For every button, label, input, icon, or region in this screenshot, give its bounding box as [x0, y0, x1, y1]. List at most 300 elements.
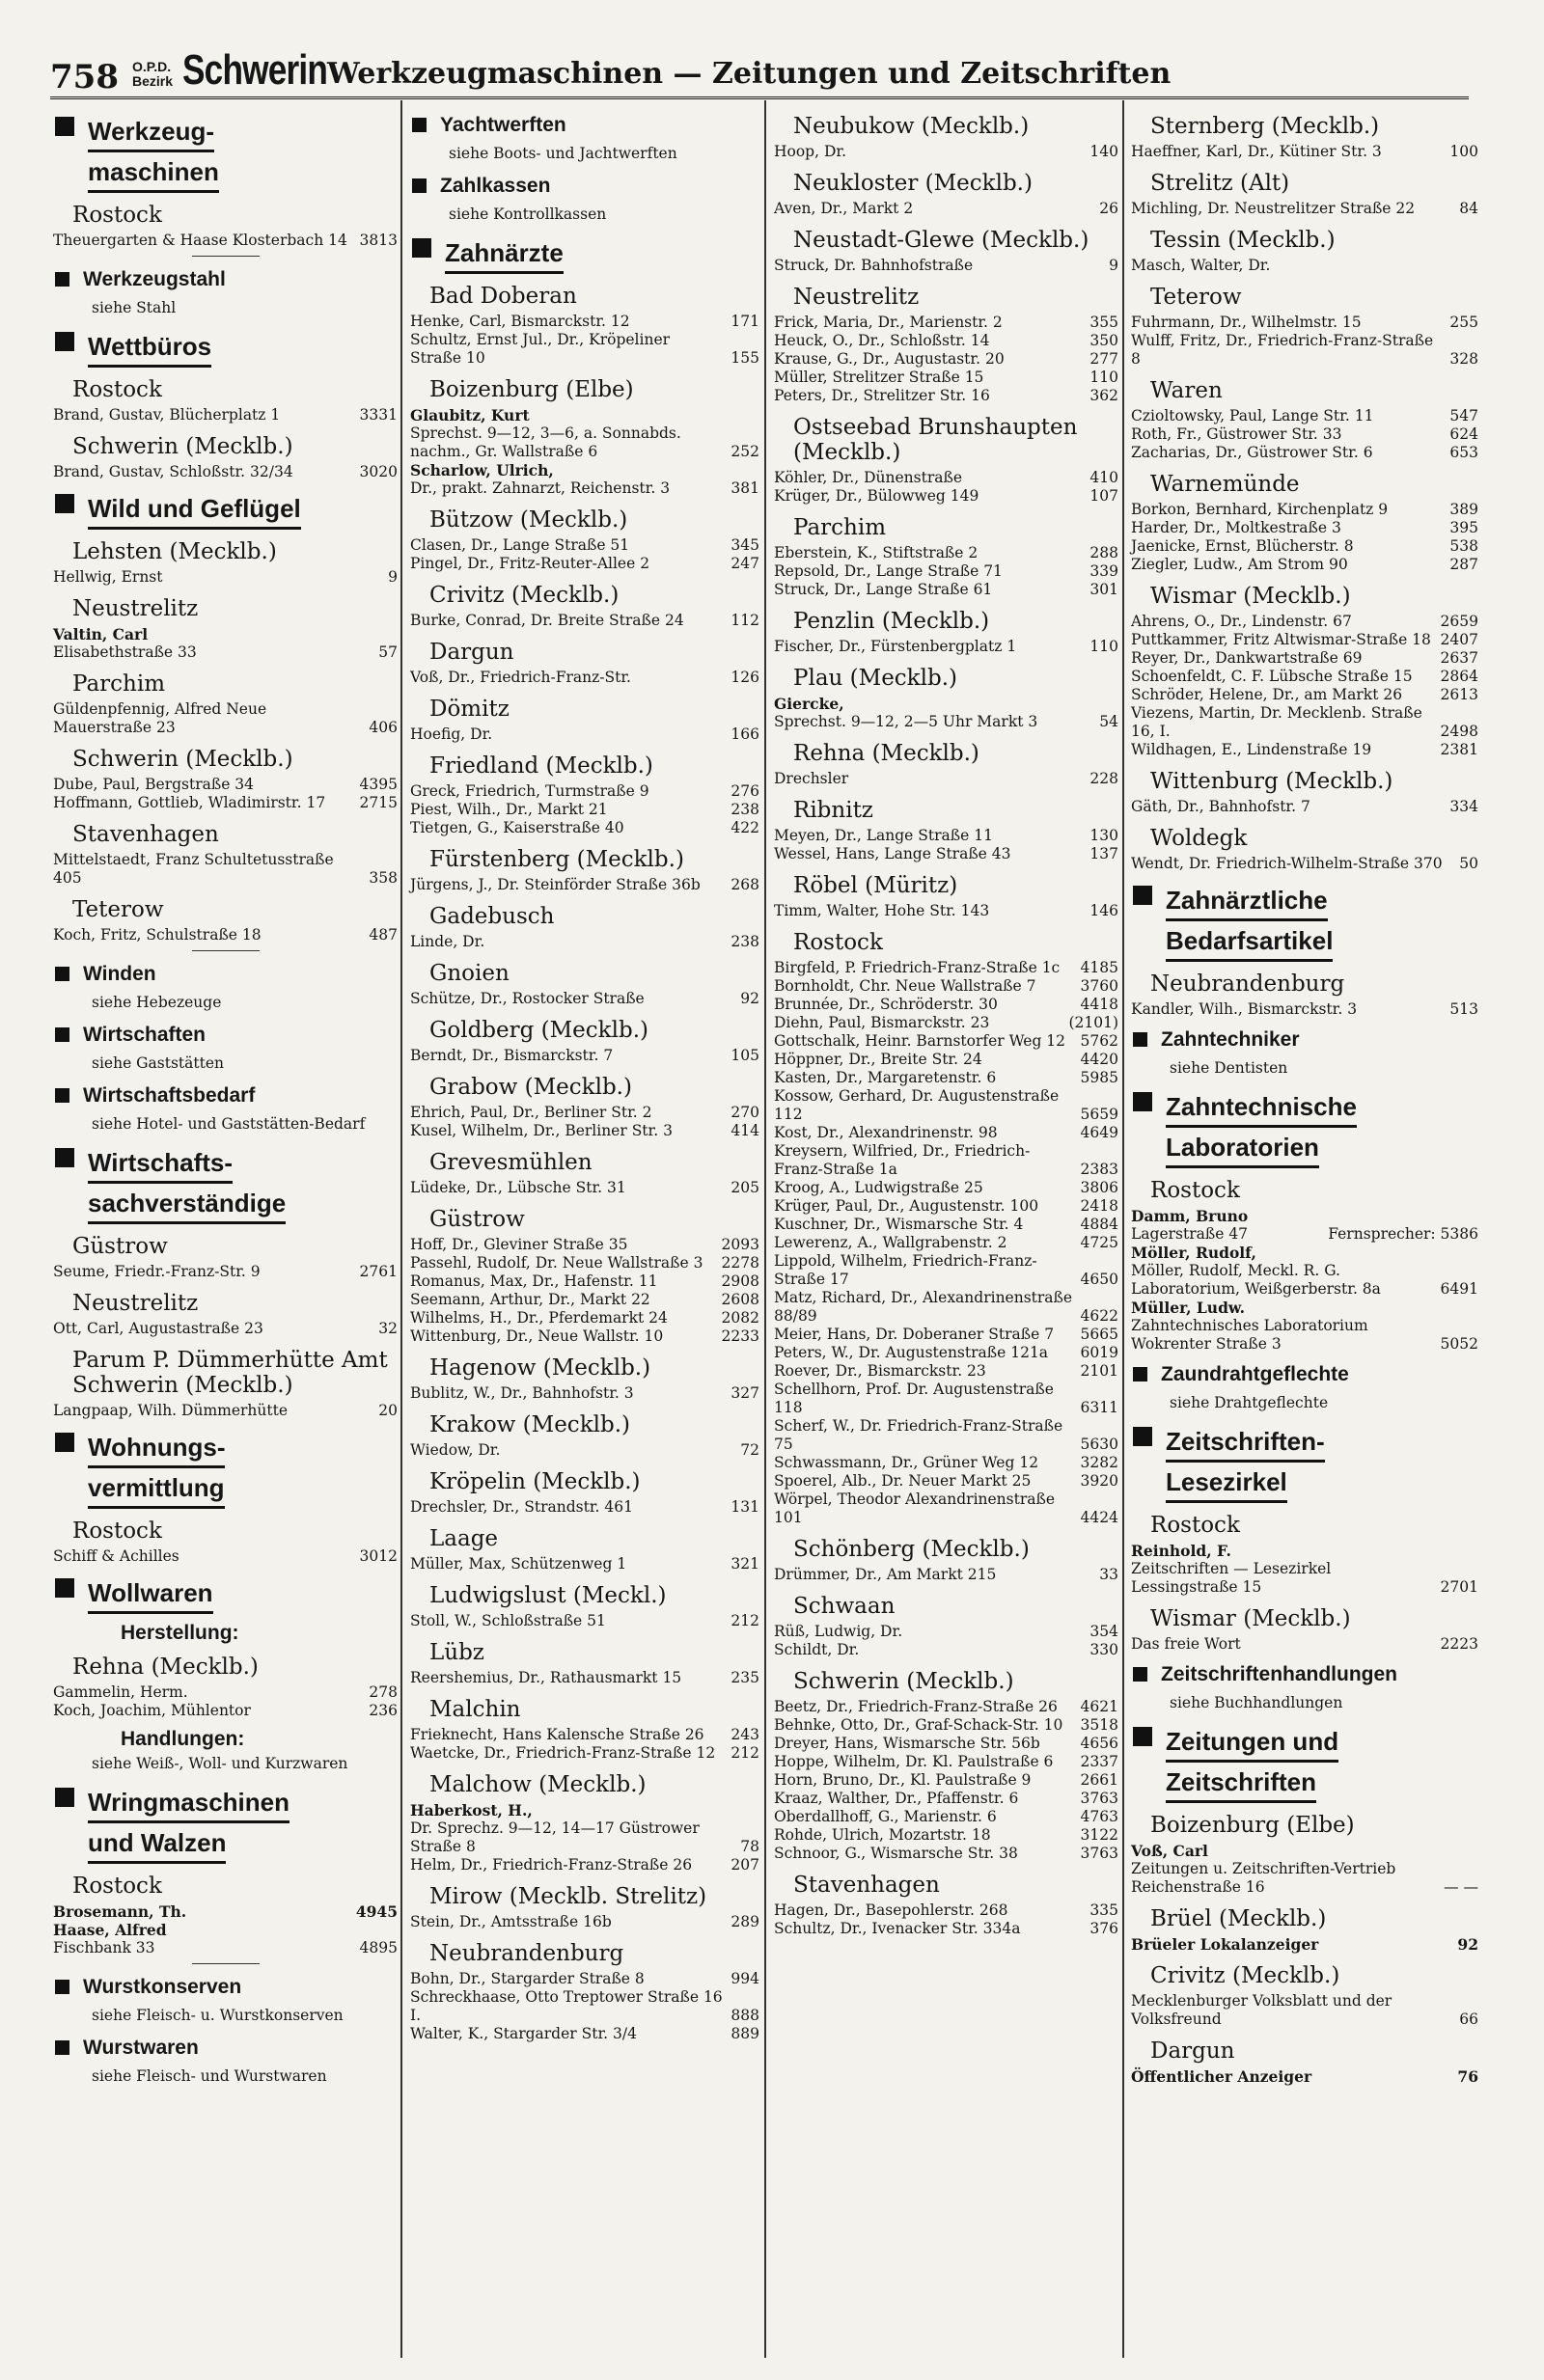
list-item: [774, 469, 1118, 487]
entry-text: Wildhagen, E., Lindenstraße 19: [1131, 741, 1372, 758]
entry-text: Zeitungen und: [1166, 1723, 1338, 1763]
city-heading: Parchim: [72, 671, 166, 697]
city-heading: Boizenburg (Elbe): [429, 377, 634, 402]
phone-number: 3763: [1080, 1845, 1118, 1862]
cross-reference: siehe Gaststätten: [92, 1054, 225, 1072]
list-item: [774, 1362, 1118, 1381]
city-heading: Röbel (Müritz): [793, 873, 958, 898]
list-item: [53, 1263, 398, 1281]
entry-text: Werkzeug-: [88, 113, 214, 152]
entry-text: Wirtschaftsbedarf: [83, 1084, 256, 1107]
entry-text: Wirtschafts-: [88, 1144, 233, 1184]
entry-text: Scherf, W., Dr. Friedrich-Franz-Straße 75: [774, 1417, 1063, 1453]
list-item: [774, 1252, 1118, 1289]
entry-text: Spoerel, Alb., Dr. Neuer Markt 25: [774, 1472, 1032, 1490]
entry-text: Winden: [83, 963, 156, 985]
list-item: [410, 1104, 759, 1122]
list-item: [774, 143, 1118, 161]
list-item: [1131, 1935, 1478, 1954]
entry-name: Giercke,: [774, 695, 844, 713]
phone-number: 328: [1449, 350, 1478, 368]
list-item: [774, 1142, 1118, 1179]
entry-text: Schnoor, G., Wismarsche Str. 38: [774, 1845, 1018, 1862]
entry-text: Sprechst. 9—12, 3—6, a. Sonnabds. nachm., Gr. Wallstraße 6: [410, 424, 681, 460]
bullet-square-icon: [55, 494, 74, 513]
list-item: [53, 406, 398, 424]
city-heading: Crivitz (Mecklb.): [1150, 1963, 1340, 1988]
cross-reference: siehe Stahl: [92, 299, 177, 316]
entry-text: Peters, W., Dr. Augustenstraße 121a: [774, 1344, 1049, 1361]
city-heading: Rostock: [72, 203, 162, 228]
category-heading: [53, 1783, 398, 1864]
phone-number: 287: [1449, 556, 1478, 573]
phone-number: 321: [731, 1555, 759, 1573]
list-item: [774, 1087, 1118, 1124]
city-heading: Mirow (Mecklb. Strelitz): [429, 1884, 707, 1909]
category-heading: [1131, 1087, 1478, 1168]
phone-number: 624: [1449, 425, 1478, 443]
list-item: [774, 827, 1118, 845]
list-item: [410, 1913, 759, 1931]
entry-text: Waetcke, Dr., Friedrich-Franz-Straße 12: [410, 1744, 716, 1762]
phone-number: 57: [378, 643, 398, 661]
entry-text: Wollwaren: [88, 1574, 213, 1614]
city-heading: Fürstenberg (Mecklb.): [429, 847, 684, 872]
phone-number: 5665: [1080, 1326, 1118, 1343]
phone-number: 3012: [359, 1547, 398, 1565]
list-item: [774, 770, 1118, 788]
entry-text: Schildt, Dr.: [774, 1641, 860, 1658]
bullet-square-icon: [1133, 886, 1152, 905]
list-item: [774, 1124, 1118, 1142]
list-item: [1131, 444, 1478, 462]
divider: [192, 1963, 260, 1964]
phone-number: 2407: [1440, 631, 1478, 648]
entry-name: Glaubitz, Kurt: [410, 406, 530, 424]
entry-text: Wessel, Hans, Lange Straße 43: [774, 845, 1011, 862]
phone-number: 355: [1089, 314, 1118, 331]
list-item: [410, 801, 759, 819]
entry-name: Damm, Bruno: [1131, 1207, 1249, 1225]
bullet-square-icon: [55, 1088, 69, 1103]
phone-number: 33: [1099, 1566, 1118, 1583]
entry-text: Haeffner, Karl, Dr., Kütiner Str. 3: [1131, 143, 1382, 160]
entry-text: Drümmer, Dr., Am Markt 215: [774, 1566, 997, 1583]
phone-number: (2101): [1068, 1014, 1118, 1031]
list-item: [774, 1826, 1118, 1845]
entry-text: Güldenpfennig, Alfred Neue Mauerstraße 23: [53, 700, 267, 736]
entry-text: Wild und Geflügel: [88, 490, 301, 530]
entry-text: Linde, Dr.: [410, 933, 485, 950]
entry-text: Gammelin, Herm.: [53, 1683, 188, 1701]
phone-number: 2608: [721, 1291, 759, 1308]
phone-number: 2337: [1080, 1753, 1118, 1770]
city-heading: Crivitz (Mecklb.): [429, 583, 620, 608]
list-item: [1131, 501, 1478, 519]
list-item: [410, 1856, 759, 1874]
cross-reference: siehe Hotel- und Gaststätten-Bedarf: [92, 1115, 366, 1133]
entry-text: Schröder, Helene, Dr., am Markt 26: [1131, 686, 1403, 703]
phone-number: 994: [731, 1970, 759, 1987]
phone-number: 276: [731, 782, 759, 800]
city-heading: Boizenburg (Elbe): [1150, 1813, 1355, 1838]
phone-number: 5630: [1080, 1436, 1118, 1453]
phone-number: 112: [731, 612, 759, 629]
entry-text: Müller, Strelitzer Straße 15: [774, 369, 984, 386]
list-item: [53, 1320, 398, 1338]
city-heading: Wittenburg (Mecklb.): [1150, 769, 1393, 794]
list-item: [1131, 1317, 1478, 1354]
phone-number: 289: [731, 1913, 759, 1930]
city-heading: Rehna (Mecklb.): [72, 1655, 259, 1680]
list-item: [774, 1901, 1118, 1920]
entry-text: Das freie Wort: [1131, 1635, 1241, 1653]
entry-text: Wörpel, Theodor Alexandrinenstraße 101: [774, 1491, 1056, 1526]
entry-text: Gottschalk, Heinr. Barnstorfer Weg 12: [774, 1032, 1066, 1050]
list-item: [774, 1326, 1118, 1344]
cross-reference: siehe Kontrollkassen: [449, 205, 607, 223]
opd-label: [132, 60, 173, 96]
list-item: [774, 996, 1118, 1014]
entry-text: Wirtschaften: [83, 1024, 206, 1046]
entry-text: Czioltowsky, Paul, Lange Str. 11: [1131, 407, 1374, 424]
phone-number: 354: [1089, 1623, 1118, 1640]
category-heading: [410, 233, 759, 274]
list-item: [774, 387, 1118, 405]
phone-number: 538: [1449, 537, 1478, 555]
entry-text: Schoenfeldt, C. F. Lübsche Straße 15: [1131, 668, 1413, 685]
city-heading: Tessin (Mecklb.): [1150, 228, 1336, 253]
list-item: [1131, 200, 1478, 218]
list-item: [410, 1498, 759, 1517]
phone-number: 238: [731, 801, 759, 818]
entry-text: Matz, Richard, Dr., Alexandrinenstraße 88/89: [774, 1289, 1073, 1325]
list-item: [410, 331, 759, 368]
list-item: [53, 1902, 398, 1921]
entry-text: Repsold, Dr., Lange Straße 71: [774, 562, 1003, 580]
entry-text: Lippold, Wilhelm, Friedrich-Franz-Straße 17: [774, 1252, 1037, 1288]
entry-text: Borkon, Bernhard, Kirchenplatz 9: [1131, 501, 1389, 518]
entry-text: und Walzen: [88, 1824, 226, 1864]
list-item: [774, 1566, 1118, 1584]
entry-text: Sprechst. 9—12, 2—5 Uhr Markt 3: [774, 713, 1038, 730]
entry-text: Kost, Dr., Alexandrinenstr. 98: [774, 1124, 998, 1141]
category-heading: [53, 2035, 398, 2062]
city-heading: Bad Doberan: [429, 284, 577, 309]
phone-number: 2613: [1440, 686, 1478, 703]
list-item: [53, 232, 398, 250]
city-heading: Wismar (Mecklb.): [1150, 1606, 1351, 1631]
phone-number: 100: [1449, 143, 1478, 160]
entry-text: Reershemius, Dr., Rathausmarkt 15: [410, 1669, 682, 1686]
phone-number: 335: [1089, 1901, 1118, 1919]
entry-text: Behnke, Otto, Dr., Graf-Schack-Str. 10: [774, 1716, 1063, 1734]
phone-number: 3806: [1080, 1179, 1118, 1196]
list-item: [1131, 1992, 1478, 2029]
list-item: [774, 332, 1118, 350]
city-heading: Malchin: [429, 1697, 521, 1722]
list-item: [410, 1179, 759, 1197]
category-heading: [410, 112, 759, 139]
list-item: [1131, 332, 1478, 369]
entry-text: Tietgen, G., Kaiserstraße 40: [410, 819, 624, 836]
phone-number: 362: [1089, 387, 1118, 404]
entry-text: Drechsler: [774, 770, 849, 787]
bullet-square-icon: [1133, 1667, 1147, 1682]
list-item: [410, 2025, 759, 2043]
entry-name: Scharlow, Ulrich,: [410, 461, 554, 479]
city-heading: Bützow (Mecklb.): [429, 507, 628, 533]
phone-number: 92: [740, 990, 759, 1007]
phone-number: 66: [1459, 2011, 1478, 2028]
phone-number: 2101: [1080, 1362, 1118, 1380]
entry-text: Struck, Dr. Bahnhofstraße: [774, 257, 974, 274]
city-heading: Rostock: [793, 930, 883, 955]
phone-number: 376: [1089, 1920, 1118, 1937]
phone-number: 212: [731, 1612, 759, 1629]
phone-number: 4656: [1080, 1735, 1118, 1752]
city-heading: Strelitz (Alt): [1150, 171, 1290, 196]
entry-text: Reyer, Dr., Dankwartstraße 69: [1131, 649, 1363, 667]
entry-text: Fuhrmann, Dr., Wilhelmstr. 15: [1131, 314, 1362, 331]
entry-text: Hoefig, Dr.: [410, 725, 493, 743]
entry-text: Meyen, Dr., Lange Straße 11: [774, 827, 993, 844]
list-item: [410, 725, 759, 744]
entry-text: Kandler, Wilh., Bismarckstr. 3: [1131, 1000, 1358, 1018]
entry-text: Dr. Sprechz. 9—12, 14—17 Güstrower Straße 8: [410, 1819, 700, 1855]
category-heading: [1131, 1361, 1478, 1388]
entry-text: Roever, Dr., Bismarckstr. 23: [774, 1362, 986, 1380]
phone-number: 414: [731, 1122, 759, 1139]
entry-name: Reinhold, F.: [1131, 1542, 1231, 1560]
sub-heading: Herstellung:: [121, 1622, 239, 1644]
phone-number: 252: [731, 443, 759, 460]
list-item: [1131, 798, 1478, 816]
opd-line2: Bezirk: [131, 73, 174, 89]
entry-text: Schwassmann, Dr., Grüner Weg 12: [774, 1454, 1039, 1471]
entry-text: Zahnärzte: [445, 234, 564, 274]
list-item: [774, 1716, 1118, 1735]
list-item: [410, 1726, 759, 1744]
bullet-square-icon: [55, 1788, 74, 1807]
list-item: [410, 1669, 759, 1687]
city-heading: Brüel (Mecklb.): [1150, 1906, 1327, 1931]
sub-heading: Handlungen:: [121, 1728, 245, 1750]
phone-number: 207: [731, 1856, 759, 1874]
entry-text: Wilhelms, H., Dr., Pferdemarkt 24: [410, 1309, 668, 1327]
entry-text: Zaundrahtgeflechte: [1161, 1363, 1349, 1385]
phone-number: 72: [740, 1441, 759, 1459]
phone-number: 110: [1089, 369, 1118, 386]
list-item: [774, 314, 1118, 332]
list-item: [53, 926, 398, 944]
bullet-square-icon: [55, 967, 69, 981]
entry-text: Schiff & Achilles: [53, 1547, 179, 1565]
bullet-square-icon: [412, 118, 427, 132]
city-heading: Stavenhagen: [72, 822, 219, 847]
phone-number: 212: [731, 1744, 759, 1762]
phone-number: 547: [1449, 407, 1478, 424]
list-item: [1131, 1000, 1478, 1019]
phone-number: 358: [369, 869, 398, 887]
list-item: [1131, 407, 1478, 425]
phone-number: 235: [731, 1669, 759, 1686]
list-item: [410, 782, 759, 801]
phone-number: 301: [1089, 581, 1118, 598]
category-heading: [1131, 881, 1478, 962]
city-heading: Ostseebad Brunshaupten (Mecklb.): [793, 415, 1078, 465]
phone-number: 513: [1449, 1000, 1478, 1018]
list-item: [774, 1845, 1118, 1863]
city-heading: Schwerin (Mecklb.): [72, 434, 293, 459]
city-heading: Woldegk: [1150, 826, 1248, 851]
list-item: [410, 612, 759, 630]
city-heading: Teterow: [1150, 285, 1242, 310]
list-item: [1131, 1635, 1478, 1654]
phone-number: 6019: [1080, 1344, 1118, 1361]
phone-number: 3813: [359, 232, 398, 249]
phone-number: 137: [1089, 845, 1118, 862]
phone-number: 389: [1449, 501, 1478, 518]
phone-number: 327: [731, 1384, 759, 1402]
phone-number: 3760: [1080, 977, 1118, 995]
category-heading: [53, 112, 398, 193]
entry-text: Zeitschriften-: [1166, 1423, 1325, 1463]
entry-text: Yachtwerften: [440, 114, 566, 136]
city-heading: Grevesmühlen: [429, 1150, 593, 1175]
list-item: [774, 1454, 1118, 1472]
entry-text: Kusel, Wilhelm, Dr., Berliner Str. 3: [410, 1122, 673, 1139]
list-item: [774, 581, 1118, 599]
phone-number: 3331: [359, 406, 398, 424]
phone-number: 4622: [1080, 1307, 1118, 1325]
list-item: [1131, 741, 1478, 759]
city-heading: Neustadt-Glewe (Mecklb.): [793, 228, 1089, 253]
phone-number: 110: [1089, 638, 1118, 655]
entry-text: Passehl, Rudolf, Dr. Neue Wallstraße 3: [410, 1254, 703, 1272]
entry-text: Koch, Joachim, Mühlentor: [53, 1702, 251, 1719]
entry-text: Hoffmann, Gottlieb, Wladimirstr. 17: [53, 794, 326, 811]
entry-text: Burke, Conrad, Dr. Breite Straße 24: [410, 612, 684, 629]
header-title: Werkzeugmaschinen — Zeitungen und Zeitschriften: [327, 57, 1172, 91]
category-heading: [53, 489, 398, 530]
list-item: [410, 1384, 759, 1403]
list-item: [774, 1234, 1118, 1252]
entry-text: Eberstein, K., Stiftstraße 2: [774, 544, 979, 561]
phone-number: 130: [1089, 827, 1118, 844]
list-item: [774, 1051, 1118, 1069]
city-heading: Stavenhagen: [793, 1873, 940, 1898]
list-item: [53, 1402, 398, 1420]
list-item: [410, 1988, 759, 2025]
list-item: [410, 1612, 759, 1630]
entry-text: Viezens, Martin, Dr. Mecklenb. Straße 16, I.: [1131, 704, 1422, 740]
phone-number: 334: [1449, 798, 1478, 815]
list-item: [53, 851, 398, 888]
list-item: [53, 1702, 398, 1720]
entry-text: Beetz, Dr., Friedrich-Franz-Straße 26: [774, 1698, 1058, 1715]
phone-number: 3122: [1080, 1826, 1118, 1844]
category-heading: [410, 173, 759, 200]
list-item: [410, 1441, 759, 1460]
entry-text: Wurstwaren: [83, 2037, 199, 2059]
list-item: [774, 1771, 1118, 1790]
entry-text: Harder, Dr., Moltkestraße 3: [1131, 519, 1341, 536]
list-item: [1131, 855, 1478, 873]
list-item: [1131, 1560, 1478, 1597]
entry-text: Schultz, Dr., Ivenacker Str. 334a: [774, 1920, 1021, 1937]
phone-number: 277: [1089, 350, 1118, 368]
phone-number: 288: [1089, 544, 1118, 561]
city-heading: Laage: [429, 1526, 499, 1551]
entry-text: Dube, Paul, Bergstraße 34: [53, 776, 255, 793]
entry-text: Zeitschriften — Lesezirkel Lessingstraße 15: [1131, 1560, 1332, 1596]
phone-number: 26: [1099, 200, 1118, 217]
phone-number: 4649: [1080, 1124, 1118, 1141]
list-item: [774, 959, 1118, 977]
bullet-square-icon: [1133, 1367, 1147, 1381]
entry-text: Heuck, O., Dr., Schloßstr. 14: [774, 332, 990, 349]
opd-line1: O.P.D.: [131, 59, 172, 74]
entry-text: Oberdallhoff, G., Marienstr. 6: [774, 1808, 997, 1825]
list-item: [774, 562, 1118, 581]
list-item: [1131, 556, 1478, 574]
phone-number: 3920: [1080, 1472, 1118, 1490]
entry-text: Aven, Dr., Markt 2: [774, 200, 914, 217]
list-item: [774, 1808, 1118, 1826]
phone-number: 889: [731, 2025, 759, 2042]
list-item: [53, 700, 398, 737]
list-item: [774, 200, 1118, 218]
entry-text: Birgfeld, P. Friedrich-Franz-Straße 1c: [774, 959, 1061, 976]
entry-text: Piest, Wilh., Dr., Markt 21: [410, 801, 608, 818]
entry-text: Zahlkassen: [440, 175, 551, 197]
city-heading: Güstrow: [72, 1234, 168, 1259]
entry-text: Hellwig, Ernst: [53, 568, 163, 586]
list-item: [774, 1641, 1118, 1659]
phone-number: 888: [731, 2007, 759, 2024]
city-heading: Waren: [1150, 378, 1223, 403]
cross-reference: siehe Fleisch- u. Wurstkonserven: [92, 2007, 344, 2024]
list-item: [774, 1032, 1118, 1051]
entry-text: Zahnärztliche: [1166, 882, 1328, 921]
entry-text: Voß, Dr., Friedrich-Franz-Str.: [410, 669, 631, 686]
entry-text: Möller, Rudolf, Meckl. R. G. Laboratorium, Weißgerberstr. 8a: [1131, 1262, 1381, 1298]
bullet-square-icon: [1133, 1092, 1152, 1111]
list-item: [774, 1381, 1118, 1417]
category-heading: [53, 327, 398, 368]
list-item: [774, 1623, 1118, 1641]
entry-text: Schütze, Dr., Rostocker Straße: [410, 990, 645, 1007]
city-heading: Parchim: [793, 515, 887, 540]
entry-text: Greck, Friedrich, Turmstraße 9: [410, 782, 649, 800]
entry-text: Bornholdt, Chr. Neue Wallstraße 7: [774, 977, 1036, 995]
category-heading: [1131, 1661, 1478, 1688]
phone-number: 76: [1457, 2067, 1478, 2086]
phone-number: 653: [1449, 444, 1478, 461]
city-heading: Neukloster (Mecklb.): [793, 171, 1033, 196]
entry-text: Jaenicke, Ernst, Blücherstr. 8: [1131, 537, 1354, 555]
phone-number: 2093: [721, 1236, 759, 1253]
entry-text: Fischbank 33: [53, 1939, 155, 1956]
city-heading: Dömitz: [429, 697, 510, 722]
phone-number: 410: [1089, 469, 1118, 486]
entry-text: Zahntechnisches Laboratorium Wokrenter Straße 3: [1131, 1317, 1368, 1353]
entry-text: Öffentlicher Anzeiger: [1131, 2067, 1312, 2086]
column-3: [774, 104, 1118, 1938]
list-item: [410, 819, 759, 837]
bullet-square-icon: [1133, 1032, 1147, 1047]
